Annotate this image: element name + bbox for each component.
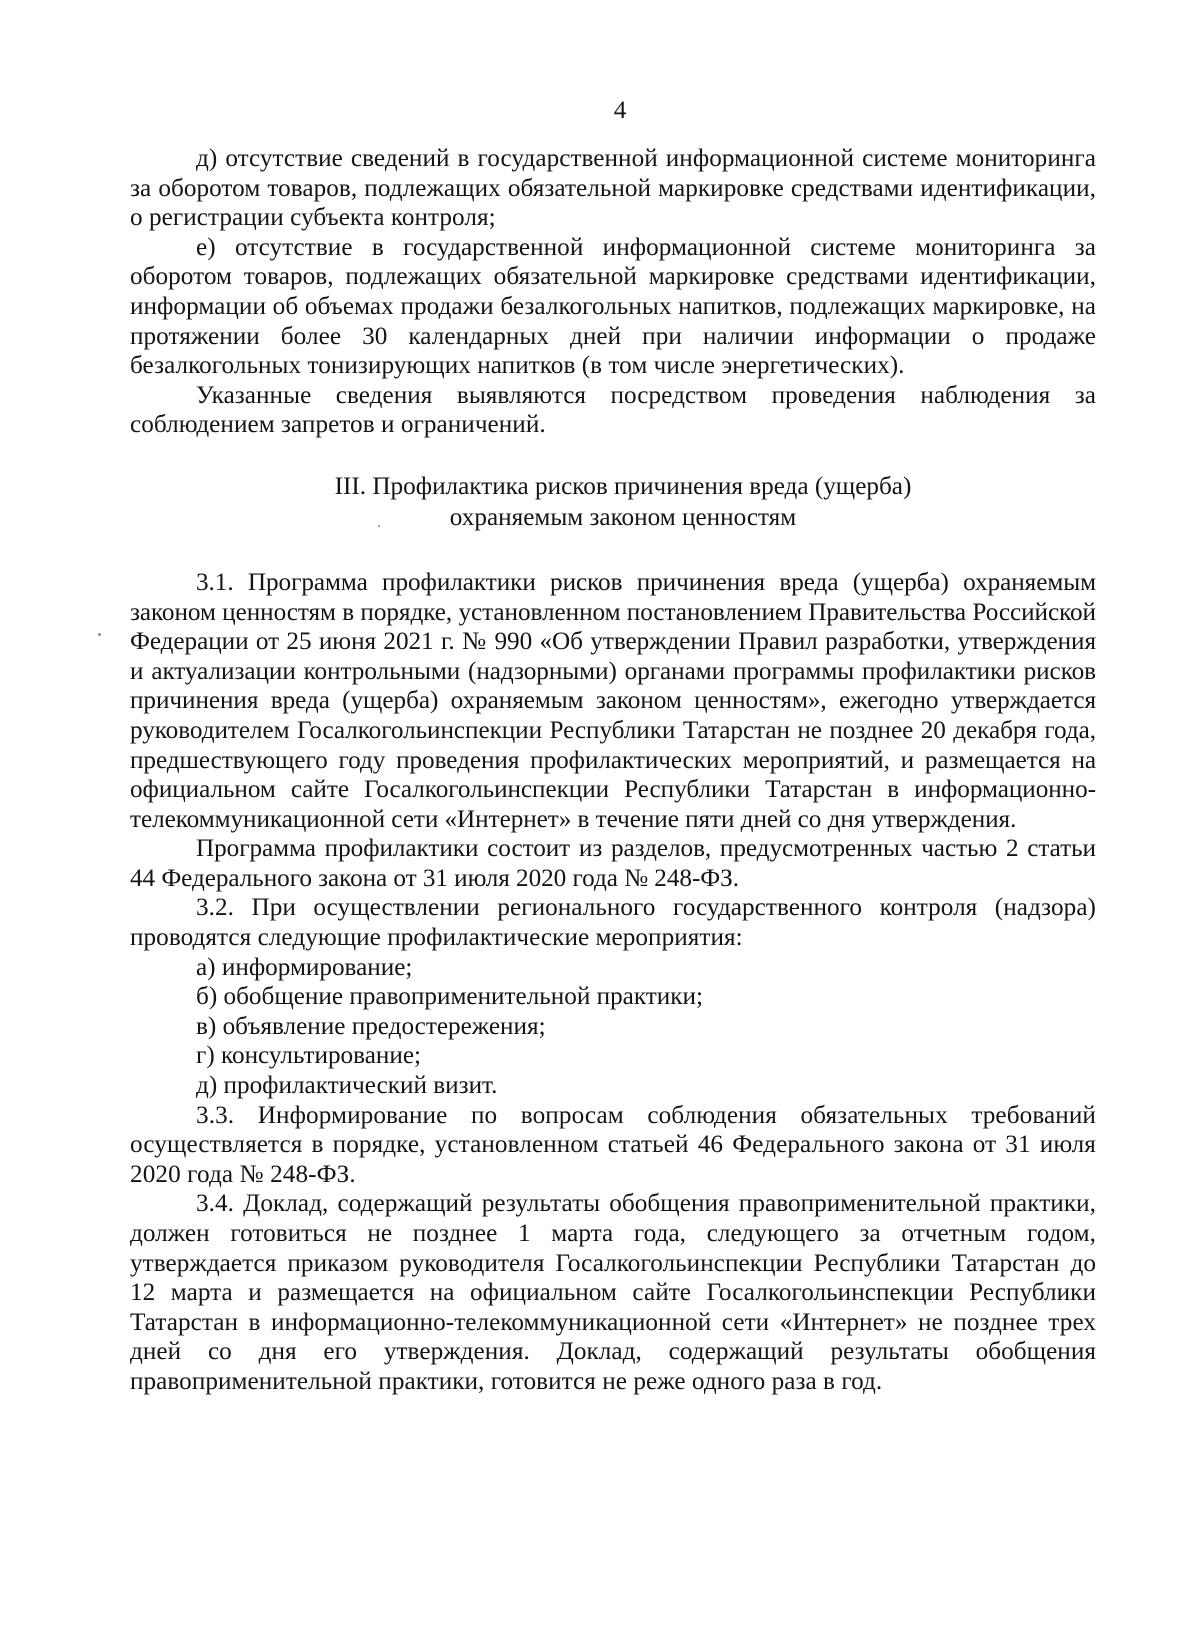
measure-item-a: а) информирование;	[196, 953, 413, 981]
document-body	[130, 144, 1096, 1397]
scan-speck	[98, 633, 101, 636]
measure-item-v: в) объявление предостережения;	[196, 1012, 546, 1040]
paragraph-3-2: 3.2. При осуществлении регионального государственного контроля (надзора) проводятся следующие профилактические мероприятия:	[130, 894, 1096, 952]
measure-item-d: д) профилактический визит.	[196, 1072, 498, 1100]
paragraph-3-3: 3.3. Информирование по вопросам соблюдения обязательных требований осуществляется в порядке, установленном статьей 46 Федерального закона от 31 июля 2020 года № 248-ФЗ.	[130, 1101, 1096, 1188]
scan-speck	[378, 525, 380, 527]
paragraph-item-d: д) отсутствие сведений в государственной информационной системе мониторинга за оборотом товаров, подлежащих обязательной маркировке средствами идентификации, о регистрации субъекта контроля;	[130, 145, 1096, 232]
page-number: 4	[613, 97, 627, 124]
section-heading-line1: III. Профилактика рисков причинения вреда (ущерба)	[334, 472, 912, 500]
measure-item-b: б) обобщение правоприменительной практики;	[196, 983, 703, 1011]
paragraph-3-4: 3.4. Доклад, содержащий результаты обобщения правоприменительной практики, должен готовиться не позднее 1 марта года, следующего за отчетным годом, утверждается приказом руководителя Госалкогольинспекции Республики Татарстан до 12 марта и размещается на официальном сайте Госалкогольинспекции Республики Татарстан в информационно-телекоммуникационной сети «Интернет» не позднее трех дней со дня его утверждения. Доклад, содержащий результаты обобщения правоприменительной практики, готовится не реже одного раза в год.	[130, 1190, 1096, 1395]
section-heading	[130, 471, 1096, 533]
paragraph-item-e: е) отсутствие в государственной информационной системе мониторинга за оборотом товаров, подлежащих обязательной маркировке средствами идентификации, информации об объемах продажи безалкогольных напитков, подлежащих маркировке, на протяжении более 30 календарных дней при наличии информации о продаже безалкогольных тонизирующих напитков (в том числе энергетических).	[130, 233, 1096, 380]
paragraph-detection-note: Указанные сведения выявляются посредством проведения наблюдения за соблюдением запретов и ограничений.	[130, 381, 1096, 439]
measure-item-g: г) консультирование;	[196, 1042, 422, 1070]
paragraph-program-sections: Программа профилактики состоит из разделов, предусмотренных частью 2 статьи 44 Федерального закона от 31 июля 2020 года № 248-ФЗ.	[130, 835, 1096, 892]
section-heading-line2: охраняемым законом ценностям	[449, 503, 797, 531]
paragraph-3-1: 3.1. Программа профилактики рисков причинения вреда (ущерба) охраняемым законом ценностям в порядке, установленном постановлением Правительства Российской Федерации от 25 июня 2021 г. № 990 «Об утверждении Правил разработки, утверждения и актуализации контрольными (надзорными) органами программы профилактики рисков причинения вреда (ущерба) охраняемым законом ценностям», ежегодно утверждается руководителем Госалкогольинспекции Республики Татарстан не позднее 20 декабря года, предшествующего году проведения профилактических мероприятий, и размещается на официальном сайте Госалкогольинспекции Республики Татарстан в информационно-телекоммуникационной сети «Интернет» в течение пяти дней со дня утверждения.	[130, 568, 1096, 833]
